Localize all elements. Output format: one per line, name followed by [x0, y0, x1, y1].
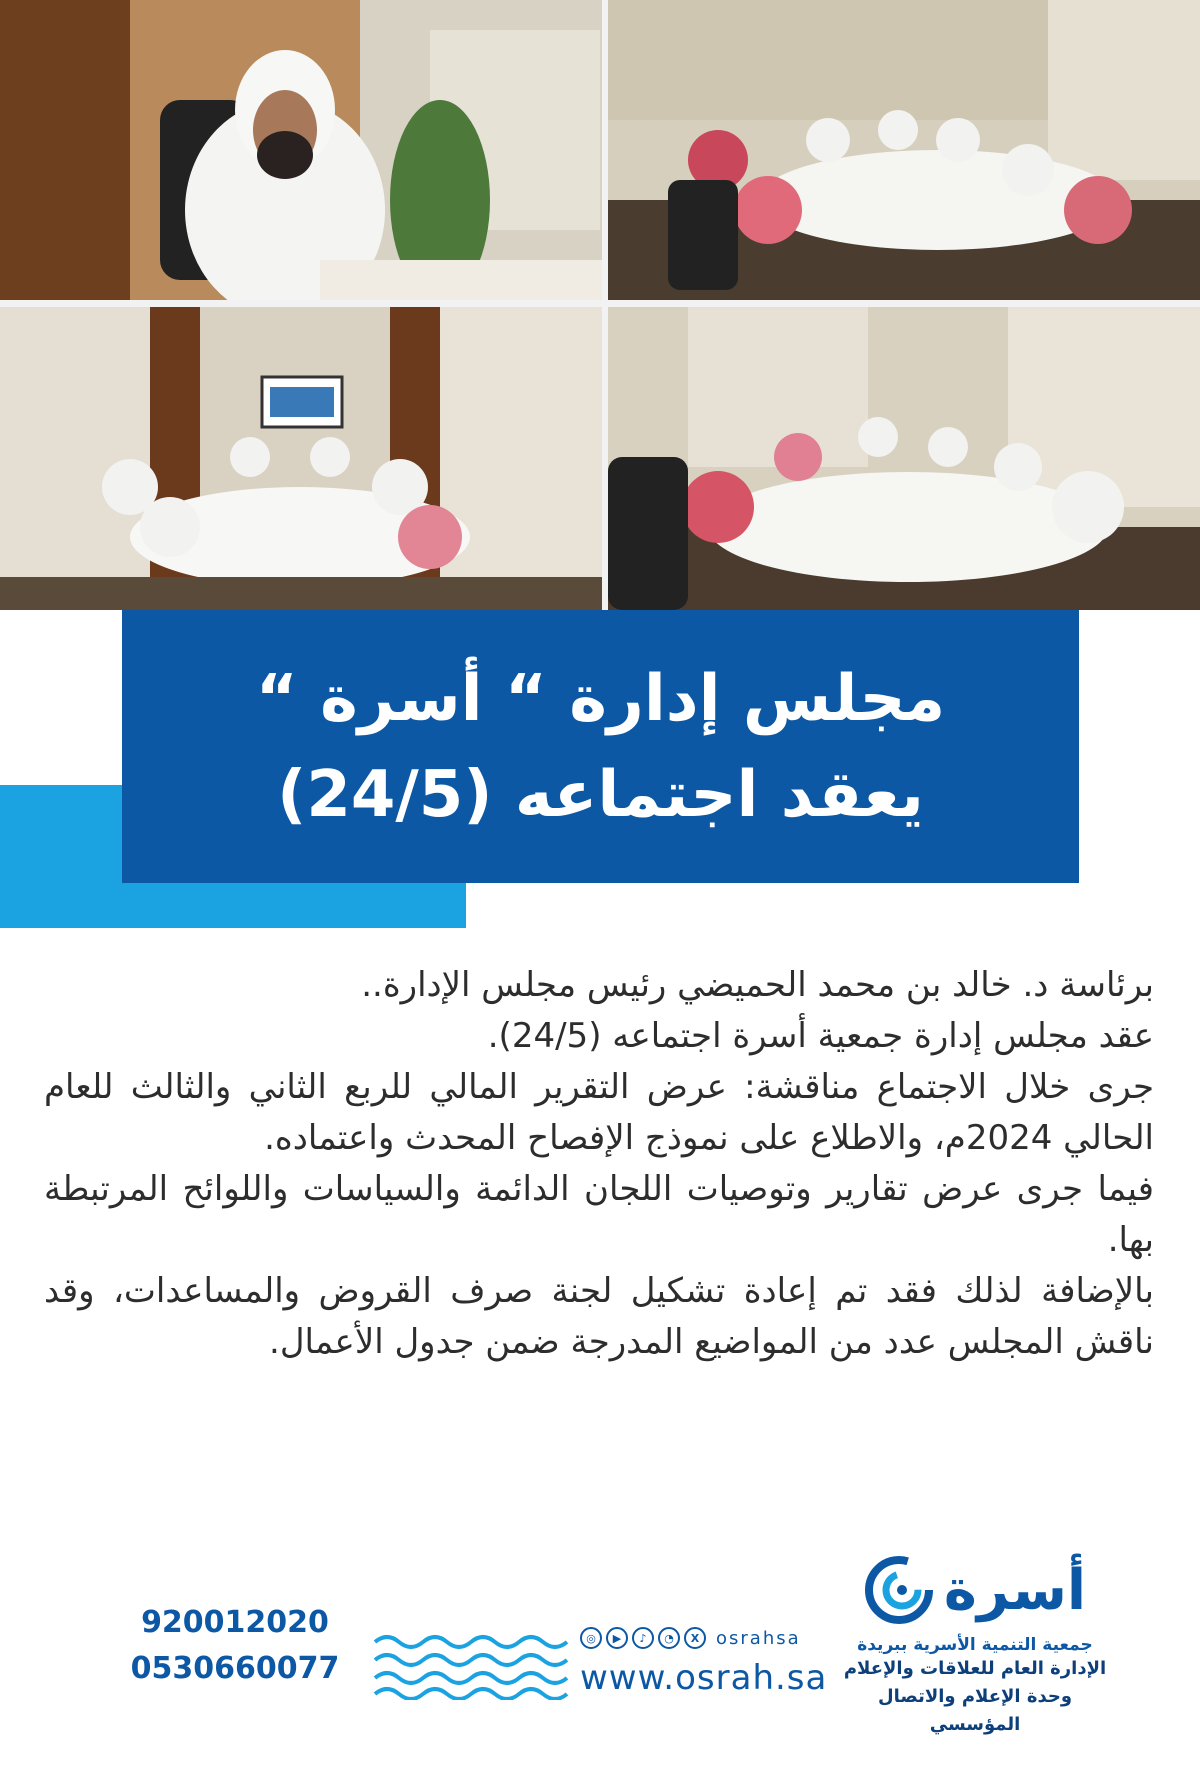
- org-name: جمعية التنمية الأسرية ببريدة: [857, 1635, 1093, 1655]
- phone-number-2[interactable]: 0530660077: [130, 1651, 340, 1686]
- article-body: [44, 960, 1154, 1368]
- social-links: [580, 1623, 801, 1653]
- meeting-photo-chairman: [0, 0, 602, 300]
- meeting-photo-table-side: [608, 307, 1200, 610]
- body-paragraph: جرى خلال الاجتماع مناقشة: عرض التقرير المالي للربع الثاني والثالث للعام الحالي 2024م، والاطلاع على نموذج الإفصاح المحدث واعتماده.: [44, 1067, 1154, 1158]
- logo-swirl-icon: [864, 1555, 934, 1625]
- snapchat-icon[interactable]: ◔: [658, 1627, 680, 1649]
- photo-grid-divider-horizontal: [0, 300, 1200, 307]
- body-paragraph: برئاسة د. خالد بن محمد الحميضي رئيس مجلس الإدارة..: [361, 965, 1154, 1005]
- department-line-1: الإدارة العام للعلاقات والإعلام: [843, 1658, 1107, 1679]
- website-link[interactable]: www.osrah.sa: [580, 1658, 828, 1698]
- organization-block: [830, 1545, 1120, 1739]
- waves-decoration: [370, 1630, 570, 1700]
- department-line-2: وحدة الإعلام والاتصال المؤسسي: [877, 1686, 1073, 1735]
- social-handle: osrahsa: [716, 1627, 801, 1649]
- title-line-2: يعقد اجتماعه (24/5): [277, 757, 924, 832]
- title-banner: [122, 610, 1079, 883]
- youtube-icon[interactable]: ▶: [606, 1627, 628, 1649]
- body-paragraph: بالإضافة لذلك فقد تم إعادة تشكيل لجنة صرف القروض والمساعدات، وقد ناقش المجلس عدد من المواضيع المدرجة ضمن جدول الأعمال.: [44, 1271, 1154, 1362]
- body-paragraph: فيما جرى عرض تقارير وتوصيات اللجان الدائمة والسياسات واللوائح المرتبطة بها.: [44, 1169, 1154, 1260]
- logo-wordmark: أسرة: [943, 1557, 1087, 1623]
- contact-phones: [120, 1600, 350, 1692]
- logo: [830, 1545, 1120, 1635]
- title-line-1: مجلس إدارة “ أسرة “: [255, 661, 946, 736]
- meeting-photo-room-screen: [0, 307, 602, 610]
- instagram-icon[interactable]: ◎: [580, 1627, 602, 1649]
- body-paragraph: عقد مجلس إدارة جمعية أسرة اجتماعه (24/5).: [487, 1016, 1154, 1056]
- phone-number-1[interactable]: 920012020: [141, 1605, 329, 1640]
- tiktok-icon[interactable]: ♪: [632, 1627, 654, 1649]
- meeting-photo-table-wide: [608, 0, 1200, 300]
- x-icon[interactable]: X: [684, 1627, 706, 1649]
